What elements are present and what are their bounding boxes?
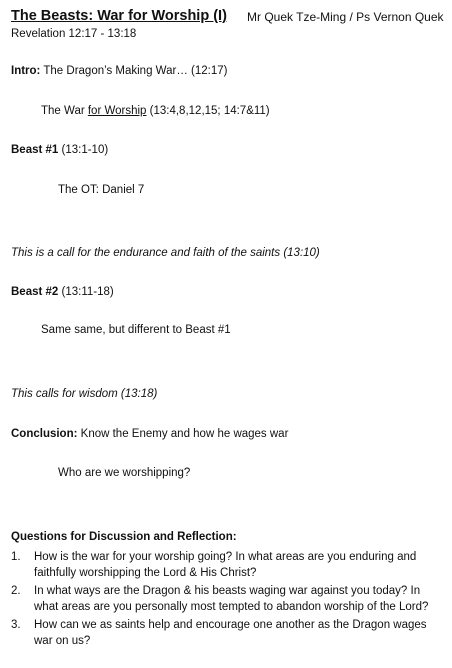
beast1-label: Beast #1 [11, 144, 59, 156]
question-item [11, 549, 441, 581]
question-text: In what ways are the Dragon & his beasts waging war against you today? In what areas are you personally most tempted to abandon worship of the Lord? [34, 585, 429, 613]
war-prefix: The War [41, 105, 88, 117]
war-for-worship-line [41, 105, 270, 117]
question-item [11, 583, 441, 615]
endurance-line: This is a call for the endurance and faith of the saints (13:10) [11, 247, 320, 259]
worship-question-line: Who are we worshipping? [58, 467, 191, 479]
question-text: How can we as saints help and encourage one another as the Dragon wages war on us? [34, 619, 427, 647]
discussion-questions [11, 549, 441, 651]
beast2-label: Beast #2 [11, 286, 59, 298]
scripture-reference: Revelation 12:17 - 13:18 [11, 28, 137, 40]
conclusion-line [11, 428, 288, 440]
beast2-ref: (13:11-18) [58, 286, 114, 298]
question-item [11, 617, 441, 649]
discussion-heading: Questions for Discussion and Reflection: [11, 531, 237, 543]
conclusion-text: Know the Enemy and how he wages war [77, 428, 289, 440]
beast1-ref: (13:1-10) [58, 144, 109, 156]
war-underlined: for Worship [87, 105, 147, 117]
conclusion-label: Conclusion: [11, 428, 78, 440]
beast1-heading [11, 144, 108, 156]
intro-line [11, 65, 227, 77]
question-number: 1. [11, 551, 21, 563]
intro-text: The Dragon’s Making War… (12:17) [40, 65, 228, 77]
ot-daniel-line: The OT: Daniel 7 [58, 184, 145, 196]
document-title: The Beasts: War for Worship (I) [11, 8, 227, 24]
speakers: Mr Quek Tze-Ming / Ps Vernon Quek [247, 10, 444, 24]
question-text: How is the war for your worship going? In what areas are you enduring and faithfully worshipping the Lord & His Christ? [34, 551, 417, 579]
wisdom-line: This calls for wisdom (13:18) [11, 388, 158, 400]
question-number: 3. [11, 619, 21, 631]
same-same-line: Same same, but different to Beast #1 [41, 324, 231, 336]
war-suffix: (13:4,8,12,15; 14:7&11) [146, 105, 270, 117]
beast2-heading [11, 286, 114, 298]
question-number: 2. [11, 585, 21, 597]
intro-label: Intro: [11, 65, 41, 77]
